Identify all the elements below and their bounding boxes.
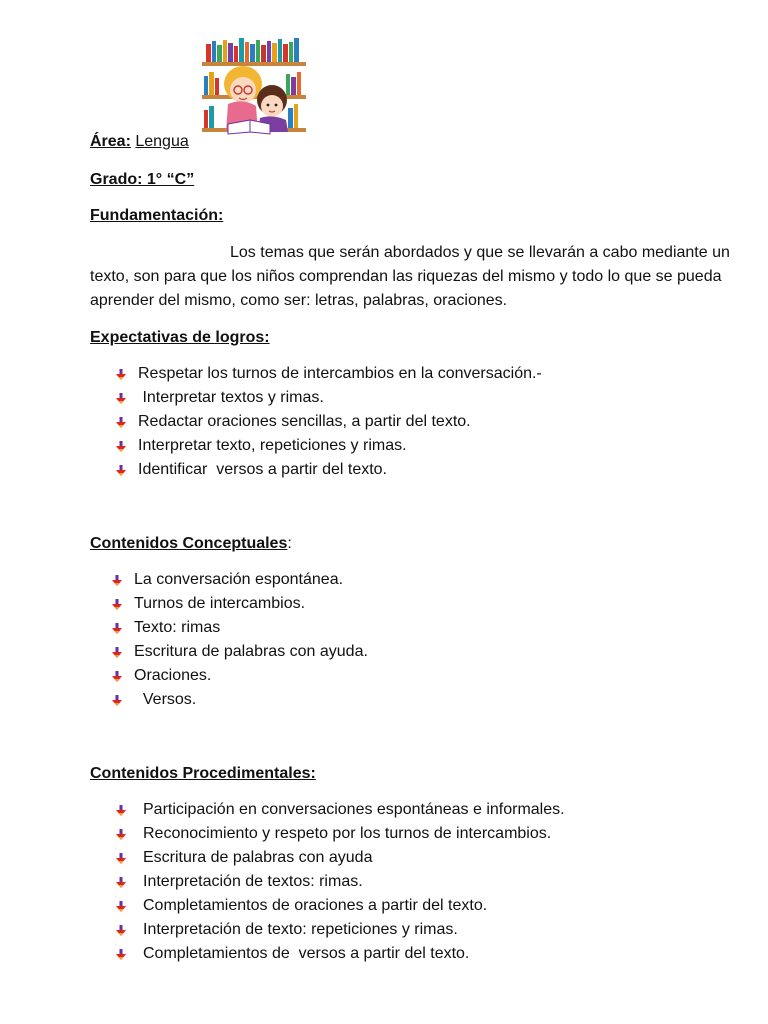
arrow-down-bullet-icon [112,695,122,706]
list-item-text: Interpretación de textos: rimas. [143,873,363,890]
list-item-text: Interpretar texto, repeticiones y rimas. [138,437,407,454]
arrow-down-bullet-icon [116,853,126,864]
arrow-down-bullet-icon [116,805,126,816]
arrow-down-bullet-icon [116,417,126,428]
arrow-down-bullet-icon [112,599,122,610]
list-item-text: Interpretación de texto: repeticiones y rimas. [143,921,458,938]
procedimentales-heading: Contenidos Procedimentales: [90,765,316,782]
arrow-down-bullet-icon [112,575,122,586]
list-item-text: Versos. [134,691,197,708]
area-value: Lengua [135,133,189,150]
expectativas-heading: Expectativas de logros: [90,329,270,346]
list-item-text: Interpretar textos y rimas. [138,389,324,406]
arrow-down-bullet-icon [116,877,126,888]
list-item-text: Completamientos de versos a partir del texto. [143,945,470,962]
arrow-down-bullet-icon [116,829,126,840]
arrow-down-bullet-icon [116,441,126,452]
fundamentacion-text: Los temas que serán abordados y que se llevarán a cabo mediante un texto, son para que los niños comprendan las riquezas del mismo y todo lo que se pueda aprender del mismo, como ser: letras, palabras, oraciones. [90,244,730,309]
arrow-down-bullet-icon [116,949,126,960]
list-item-text: Completamientos de oraciones a partir del texto. [143,897,488,914]
list-item-text: Escritura de palabras con ayuda. [134,643,368,660]
conceptuales-heading-suffix: : [287,535,292,552]
arrow-down-bullet-icon [116,369,126,380]
arrow-down-bullet-icon [112,671,122,682]
arrow-down-bullet-icon [116,925,126,936]
arrow-down-bullet-icon [112,647,122,658]
list-item-text: Turnos de intercambios. [134,595,306,612]
list-item-text: Participación en conversaciones espontáneas e informales. [143,801,565,818]
list-item-text: La conversación espontánea. [134,571,344,588]
list-item-text: Redactar oraciones sencillas, a partir del texto. [138,413,471,430]
arrow-down-bullet-icon [116,393,126,404]
conceptuales-heading: Contenidos Conceptuales [90,535,288,552]
list-item-text: Identificar versos a partir del texto. [138,461,387,478]
list-item-text: Texto: rimas [134,619,221,636]
grado-line: Grado: 1° “C” [90,171,195,188]
fundamentacion-heading: Fundamentación: [90,207,224,224]
area-line [90,132,189,152]
list-item-text: Escritura de palabras con ayuda [143,849,373,866]
area-label: Área: [90,133,131,150]
list-item-text: Reconocimiento y respeto por los turnos de intercambios. [143,825,552,842]
arrow-down-bullet-icon [112,623,122,634]
arrow-down-bullet-icon [116,901,126,912]
children-reading-bookshelf-icon [198,32,308,140]
conceptuales-heading-line [90,534,292,554]
list-item-text: Oraciones. [134,667,212,684]
arrow-down-bullet-icon [116,465,126,476]
list-item-text: Respetar los turnos de intercambios en la conversación.- [138,365,542,382]
